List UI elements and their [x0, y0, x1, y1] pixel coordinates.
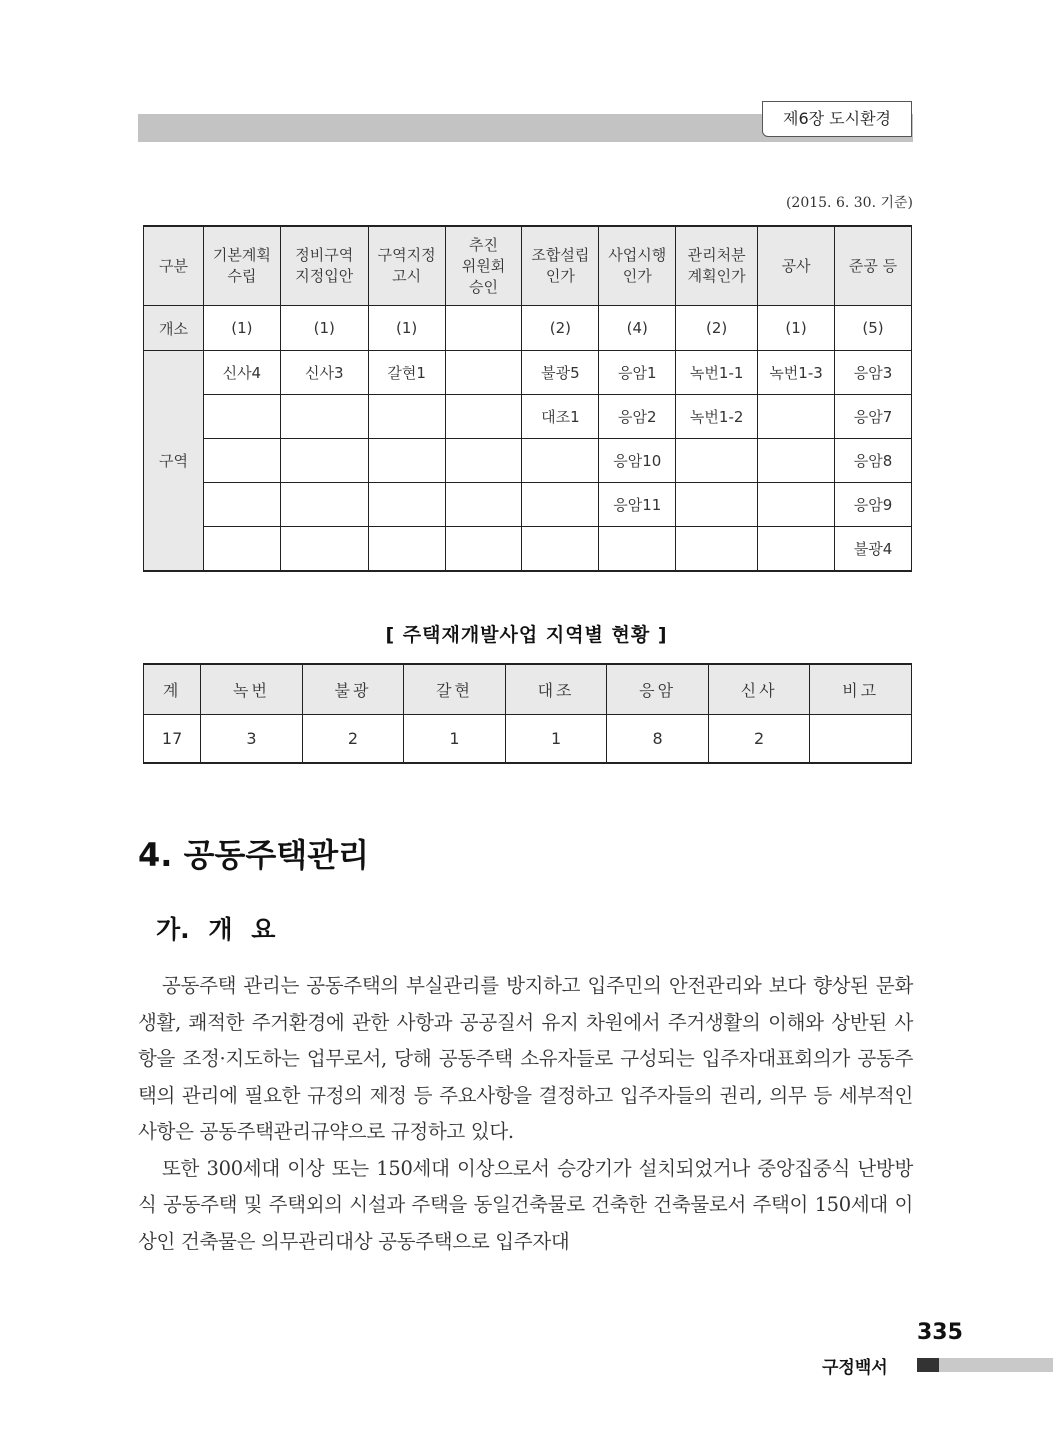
count-cell: (4): [599, 306, 676, 351]
body-text: [138, 968, 913, 1260]
zone-cell: [368, 395, 445, 439]
region-header-cell: 신사: [708, 664, 810, 715]
zone-cell: 신사3: [280, 351, 368, 395]
zone-cell: [522, 483, 599, 527]
region-value-cell: 1: [404, 715, 506, 764]
zone-cell: [280, 395, 368, 439]
zone-cell: [599, 527, 676, 572]
zone-cell: [676, 483, 758, 527]
zone-cell: 갈현1: [368, 351, 445, 395]
zone-row: [144, 351, 912, 395]
zone-cell: [758, 483, 835, 527]
region-value-cell: 17: [144, 715, 201, 764]
zone-cell: [368, 439, 445, 483]
stage-header-row: [144, 226, 912, 306]
region-value-cell: 8: [607, 715, 709, 764]
count-cell: (1): [758, 306, 835, 351]
zone-row: [144, 527, 912, 572]
region-header-cell: 응암: [607, 664, 709, 715]
zone-cell: [758, 395, 835, 439]
region-value-cell: 2: [708, 715, 810, 764]
zone-cell: 녹번1-2: [676, 395, 758, 439]
zone-cell: [203, 527, 280, 572]
zone-cell: 응암2: [599, 395, 676, 439]
count-cell: [445, 306, 522, 351]
region-header-cell: 녹번: [201, 664, 303, 715]
stage-header-cell: 정비구역 지정입안: [280, 226, 368, 306]
region-value-row: [144, 715, 912, 764]
subsection-title: 가. 개 요: [156, 915, 276, 944]
region-header-cell: 갈현: [404, 664, 506, 715]
zone-cell: [203, 395, 280, 439]
stage-header-cell: 구역지정 고시: [368, 226, 445, 306]
zone-cell: 신사4: [203, 351, 280, 395]
zone-cell: 응암3: [835, 351, 912, 395]
count-cell: (2): [676, 306, 758, 351]
zone-cell: [676, 439, 758, 483]
zone-cell: [203, 483, 280, 527]
count-cell: (1): [368, 306, 445, 351]
section-title: 4. 공동주택관리: [138, 836, 370, 874]
count-cell: (5): [835, 306, 912, 351]
region-header-row: [144, 664, 912, 715]
stage-header-cell: 공사: [758, 226, 835, 306]
stage-header-cell: 준공 등: [835, 226, 912, 306]
stage-header-cell: 조합설립 인가: [522, 226, 599, 306]
region-table-caption: [ 주택재개발사업 지역별 현황 ]: [385, 624, 668, 646]
zone-cell: 대조1: [522, 395, 599, 439]
paragraph: 또한 300세대 이상 또는 150세대 이상으로서 승강기가 설치되었거나 중앙집중식 난방방식 공동주택 및 주택외의 시설과 주택을 동일건축물로 건축한 건축물로서 주택이 150세대 이상인 건축물은 의무관리대상 공동주택으로 입주자대: [138, 1156, 913, 1253]
basis-date: (2015. 6. 30. 기준): [785, 195, 913, 211]
zone-cell: [280, 527, 368, 572]
count-cell: (2): [522, 306, 599, 351]
count-row: [144, 306, 912, 351]
stage-table: [143, 225, 912, 572]
zone-cell: [203, 439, 280, 483]
stage-header-cell: 관리처분 계획인가: [676, 226, 758, 306]
zone-cell: 불광4: [835, 527, 912, 572]
chapter-label: 제6장 도시환경: [762, 101, 912, 137]
count-cell: (1): [203, 306, 280, 351]
zone-cell: 녹번1-3: [758, 351, 835, 395]
page-number: 335: [917, 1320, 963, 1345]
zone-cell: 응암7: [835, 395, 912, 439]
zone-cell: [445, 395, 522, 439]
book-title: 구정백서: [822, 1358, 888, 1378]
zone-cell: 응암10: [599, 439, 676, 483]
region-header-cell: 비고: [810, 664, 912, 715]
zone-cell: 불광5: [522, 351, 599, 395]
zone-cell: [758, 527, 835, 572]
stage-header-cell: 기본계획 수립: [203, 226, 280, 306]
zone-cell: [368, 527, 445, 572]
region-value-cell: 3: [201, 715, 303, 764]
footer-bar: [939, 1358, 1053, 1372]
region-header-cell: 대조: [505, 664, 607, 715]
stage-header-cell: 추진 위원회 승인: [445, 226, 522, 306]
region-header-cell: 불광: [302, 664, 404, 715]
region-value-cell: [810, 715, 912, 764]
region-table: [143, 663, 912, 764]
zone-cell: [368, 483, 445, 527]
zone-label: 구역: [144, 351, 204, 572]
zone-cell: [445, 351, 522, 395]
count-cell: (1): [280, 306, 368, 351]
zone-cell: [445, 439, 522, 483]
stage-header-cell: 구분: [144, 226, 204, 306]
paragraph: 공동주택 관리는 공동주택의 부실관리를 방지하고 입주민의 안전관리와 보다 향상된 문화생활, 쾌적한 주거환경에 관한 사항과 공공질서 유지 차원에서 주거생활의 이해와 상반된 사항을 조정·지도하는 업무로서, 당해 공동주택 소유자들로 구성되는 입주자대표회의가 공동주택의 관리에 필요한 규정의 제정 등 주요사항을 결정하고 입주자들의 권리, 의무 등 세부적인 사항은 공동주택관리규약으로 규정하고 있다.: [138, 974, 913, 1143]
zone-cell: [445, 483, 522, 527]
zone-cell: [280, 439, 368, 483]
region-header-cell: 계: [144, 664, 201, 715]
zone-cell: 응암1: [599, 351, 676, 395]
zone-cell: 응암9: [835, 483, 912, 527]
zone-cell: [758, 439, 835, 483]
region-value-cell: 2: [302, 715, 404, 764]
zone-cell: 응암11: [599, 483, 676, 527]
zone-row: [144, 483, 912, 527]
zone-row: [144, 395, 912, 439]
zone-cell: 녹번1-1: [676, 351, 758, 395]
stage-header-cell: 사업시행 인가: [599, 226, 676, 306]
zone-cell: [522, 527, 599, 572]
zone-cell: [522, 439, 599, 483]
zone-cell: [280, 483, 368, 527]
count-label: 개소: [144, 306, 204, 351]
zone-cell: 응암8: [835, 439, 912, 483]
zone-cell: [676, 527, 758, 572]
zone-cell: [445, 527, 522, 572]
zone-row: [144, 439, 912, 483]
footer-marker: [917, 1358, 939, 1372]
region-value-cell: 1: [505, 715, 607, 764]
